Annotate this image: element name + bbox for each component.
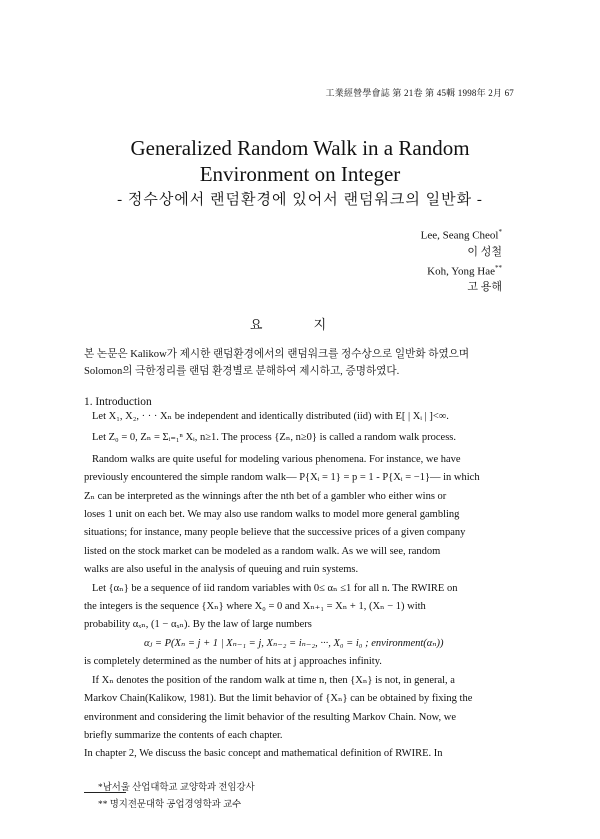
author-block [421,224,502,295]
body-line: environment and considering the limit behavior of the resulting Markov Chain. Now, we [84,711,456,723]
abstract-line-2: Solomon의 극한정리를 랜덤 환경별로 분해하여 제시하고, 증명하였다. [84,366,400,377]
body-line: is completely determined as the number of hits at j approaches infinity. [84,656,382,668]
abstract-heading: 요 지 [249,317,351,332]
footnote-2: ** 명지전문대학 공업경영학과 교수 [98,800,242,810]
equation: αⱼ = P(Xₙ = j + 1 | Xₙ₋₁ = j, Xₙ₋₂ = iₙ₋₂, ···, X₀ = i₀ ; environment(αₙ)) [144,637,444,649]
footnote-1: *남서울 산업대학교 교양학과 전임강사 [98,783,255,793]
author-1-en: Lee, Seang Cheol* [420,228,502,242]
section-heading: 1. Introduction [84,396,152,408]
body-line: briefly summarize the contents of each chapter. [84,729,283,741]
paper-title-line2: Environment on Integer [199,162,401,186]
body-line: Random walks are quite useful for modeling various phenomena. For instance, we have [92,453,461,465]
body-line: Let X₁, X₂, · · · Xₙ be independent and identically distributed (iid) with E[ | Xᵢ | ]<∞. [92,411,449,422]
body-line: situations; for instance, many people believe that the successive prices of a given company [84,527,466,539]
paper-title-line1: Generalized Random Walk in a Random [130,136,470,160]
body-line: listed on the stock market can be modeled as a random walk. As we will see, random [84,545,441,557]
body-line: Zₙ can be interpreted as the winnings after the nth bet of a gambler who either wins or [84,490,447,502]
author-2-en: Koh, Yong Hae** [427,263,502,278]
body-text [84,408,516,764]
journal-header: 工業經營學會誌 第 21卷 第 45輯 1998年 2月 67 [325,88,514,98]
body-line: Markov Chain(Kalikow, 1981). But the limit behavior of {Xₙ} can be obtained by fixing the [84,693,473,705]
body-line: the integers is the sequence {Xₙ} where X₀ = 0 and Xₙ₊₁ = Xₙ + 1, (Xₙ − 1) with [84,601,426,613]
body-line: walks are also useful in the analysis of queuing and ruin systems. [84,564,359,576]
author-2-ko: 고 용해 [467,281,502,294]
body-line: If Xₙ denotes the position of the random walk at time n, then {Xₙ} is not, in general, a [92,674,455,686]
abstract-line-1: 본 논문은 Kalikow가 제시한 랜덤환경에서의 랜덤워크를 정수상으로 일반화 하였으며 [84,349,470,360]
author-1-ko: 이 성철 [467,245,502,258]
body-line: previously encountered the simple random walk— P{Xᵢ = 1} = p = 1 - P{Xᵢ = −1}— in which [84,472,480,484]
body-line: loses 1 unit on each bet. We may also use random walks to model more general gambling [84,509,460,521]
paper-subtitle: - 정수상에서 랜덤환경에 있어서 랜덤워크의 일반화 - [117,192,483,208]
body-line: probability αₓₙ, (1 − αₓₙ). By the law of large numbers [84,619,312,631]
body-line: Let {αₙ} be a sequence of iid random variables with 0≤ αₙ ≤1 for all n. The RWIRE on [92,582,458,594]
body-line: In chapter 2, We discuss the basic concept and mathematical definition of RWIRE. In [84,748,443,760]
body-line: Let Z₀ = 0, Zₙ = Σᵢ₌₁ⁿ Xᵢ, n≥1. The process {Zₙ, n≥0} is called a random walk process. [92,432,457,444]
